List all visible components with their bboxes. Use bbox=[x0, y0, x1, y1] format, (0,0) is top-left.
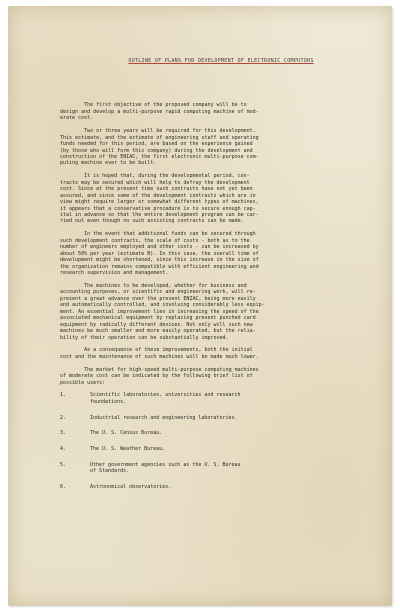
list-item-text: Scientific laboratories, universities and research foundations. bbox=[90, 392, 241, 405]
document-body bbox=[60, 58, 366, 500]
paragraph-contracts: It is hoped that, during the developmental period, con- tracts may be secured which will help to defray the development cost. Since at the present time such contracts have not yet been assured, and since some of the development contracts which are in view might require larger or somewhat different types of machines, it appears that a conservative procedure is to secure enough cap- ital in advance so that the entire development program can be car- ried out even though no such assisting contracts can be made. bbox=[60, 173, 259, 225]
list-item-text: The U. S. Weather Bureau. bbox=[90, 446, 166, 453]
list-item-number: 4. bbox=[60, 446, 67, 453]
list-item-text: The U. S. Census Bureau. bbox=[90, 430, 163, 437]
paragraph-machines: The machines to be developed, whether for business and accounting purposes, or scientific and engineering work, will re- present a great advance over the present ENIAC, being more easily and automatically controlled, and involving considerably less equip- ment. An essential improvement lies in increasing the speed of the associated mechanical equipment by replacing present punched card equipment by radically different devices. Not only will such new machines be much smaller and more easily operated, but the relia- bility of their operation can be substantially improved. bbox=[60, 282, 265, 341]
paragraph-consequence: As a consequence of these improvements, both the initial cost and the maintenance of such machines will be made much lower. bbox=[60, 347, 259, 360]
possible-users-list bbox=[60, 392, 366, 490]
list-item-text: Industrial research and engineering laboratories. bbox=[90, 414, 238, 421]
paragraph-additional-funds: In the event that additional funds can be secured through such development contracts, the scale of costs - both as to the number of engineers employed and other costs - can be increased by about 50% per year (estimate B). In this case, the overall time of development might be shortened, since this increase in the size of the organization remains compatible with efficient engineering and research supervision and management. bbox=[60, 231, 259, 277]
list-item-text: Astronomical observatories. bbox=[90, 484, 172, 491]
list-item-number: 3. bbox=[60, 430, 67, 437]
list-item bbox=[60, 430, 366, 436]
list-item-number: 2. bbox=[60, 414, 67, 421]
paragraph-market: The market for high-speed multi-purpose computing machines of moderate cost can be indicated by the following brief list of possible users: bbox=[60, 366, 259, 386]
list-item bbox=[60, 462, 366, 475]
list-item-number: 1. bbox=[60, 392, 67, 399]
paragraph-objective: The first objective of the proposed company will be to design and develop a multi-purpose rapid computing machine of mod- erate cost. bbox=[60, 102, 259, 122]
paragraph-timeline: Two or three years will be required for this development. This estimate, and the estimate of engineering staff and operating funds needed for this period, are based on the experience gained (by those who will form this company) during the development and construction of the ENIAC, the first electronic multi-purpose com- puting machine ever to be built. bbox=[60, 128, 259, 167]
list-item bbox=[60, 446, 366, 452]
list-item bbox=[60, 484, 366, 490]
document-title: OUTLINE OF PLANS FOR DEVELOPMENT OF ELECTRONIC COMPUTORS bbox=[128, 58, 314, 64]
list-item-text: Other government agencies such as the U. S. Bureau of Standards. bbox=[90, 461, 241, 475]
list-item bbox=[60, 392, 366, 405]
list-item bbox=[60, 415, 366, 421]
typewritten-page bbox=[8, 6, 392, 606]
list-item-number: 6. bbox=[60, 484, 67, 491]
list-item-number: 5. bbox=[60, 461, 67, 468]
